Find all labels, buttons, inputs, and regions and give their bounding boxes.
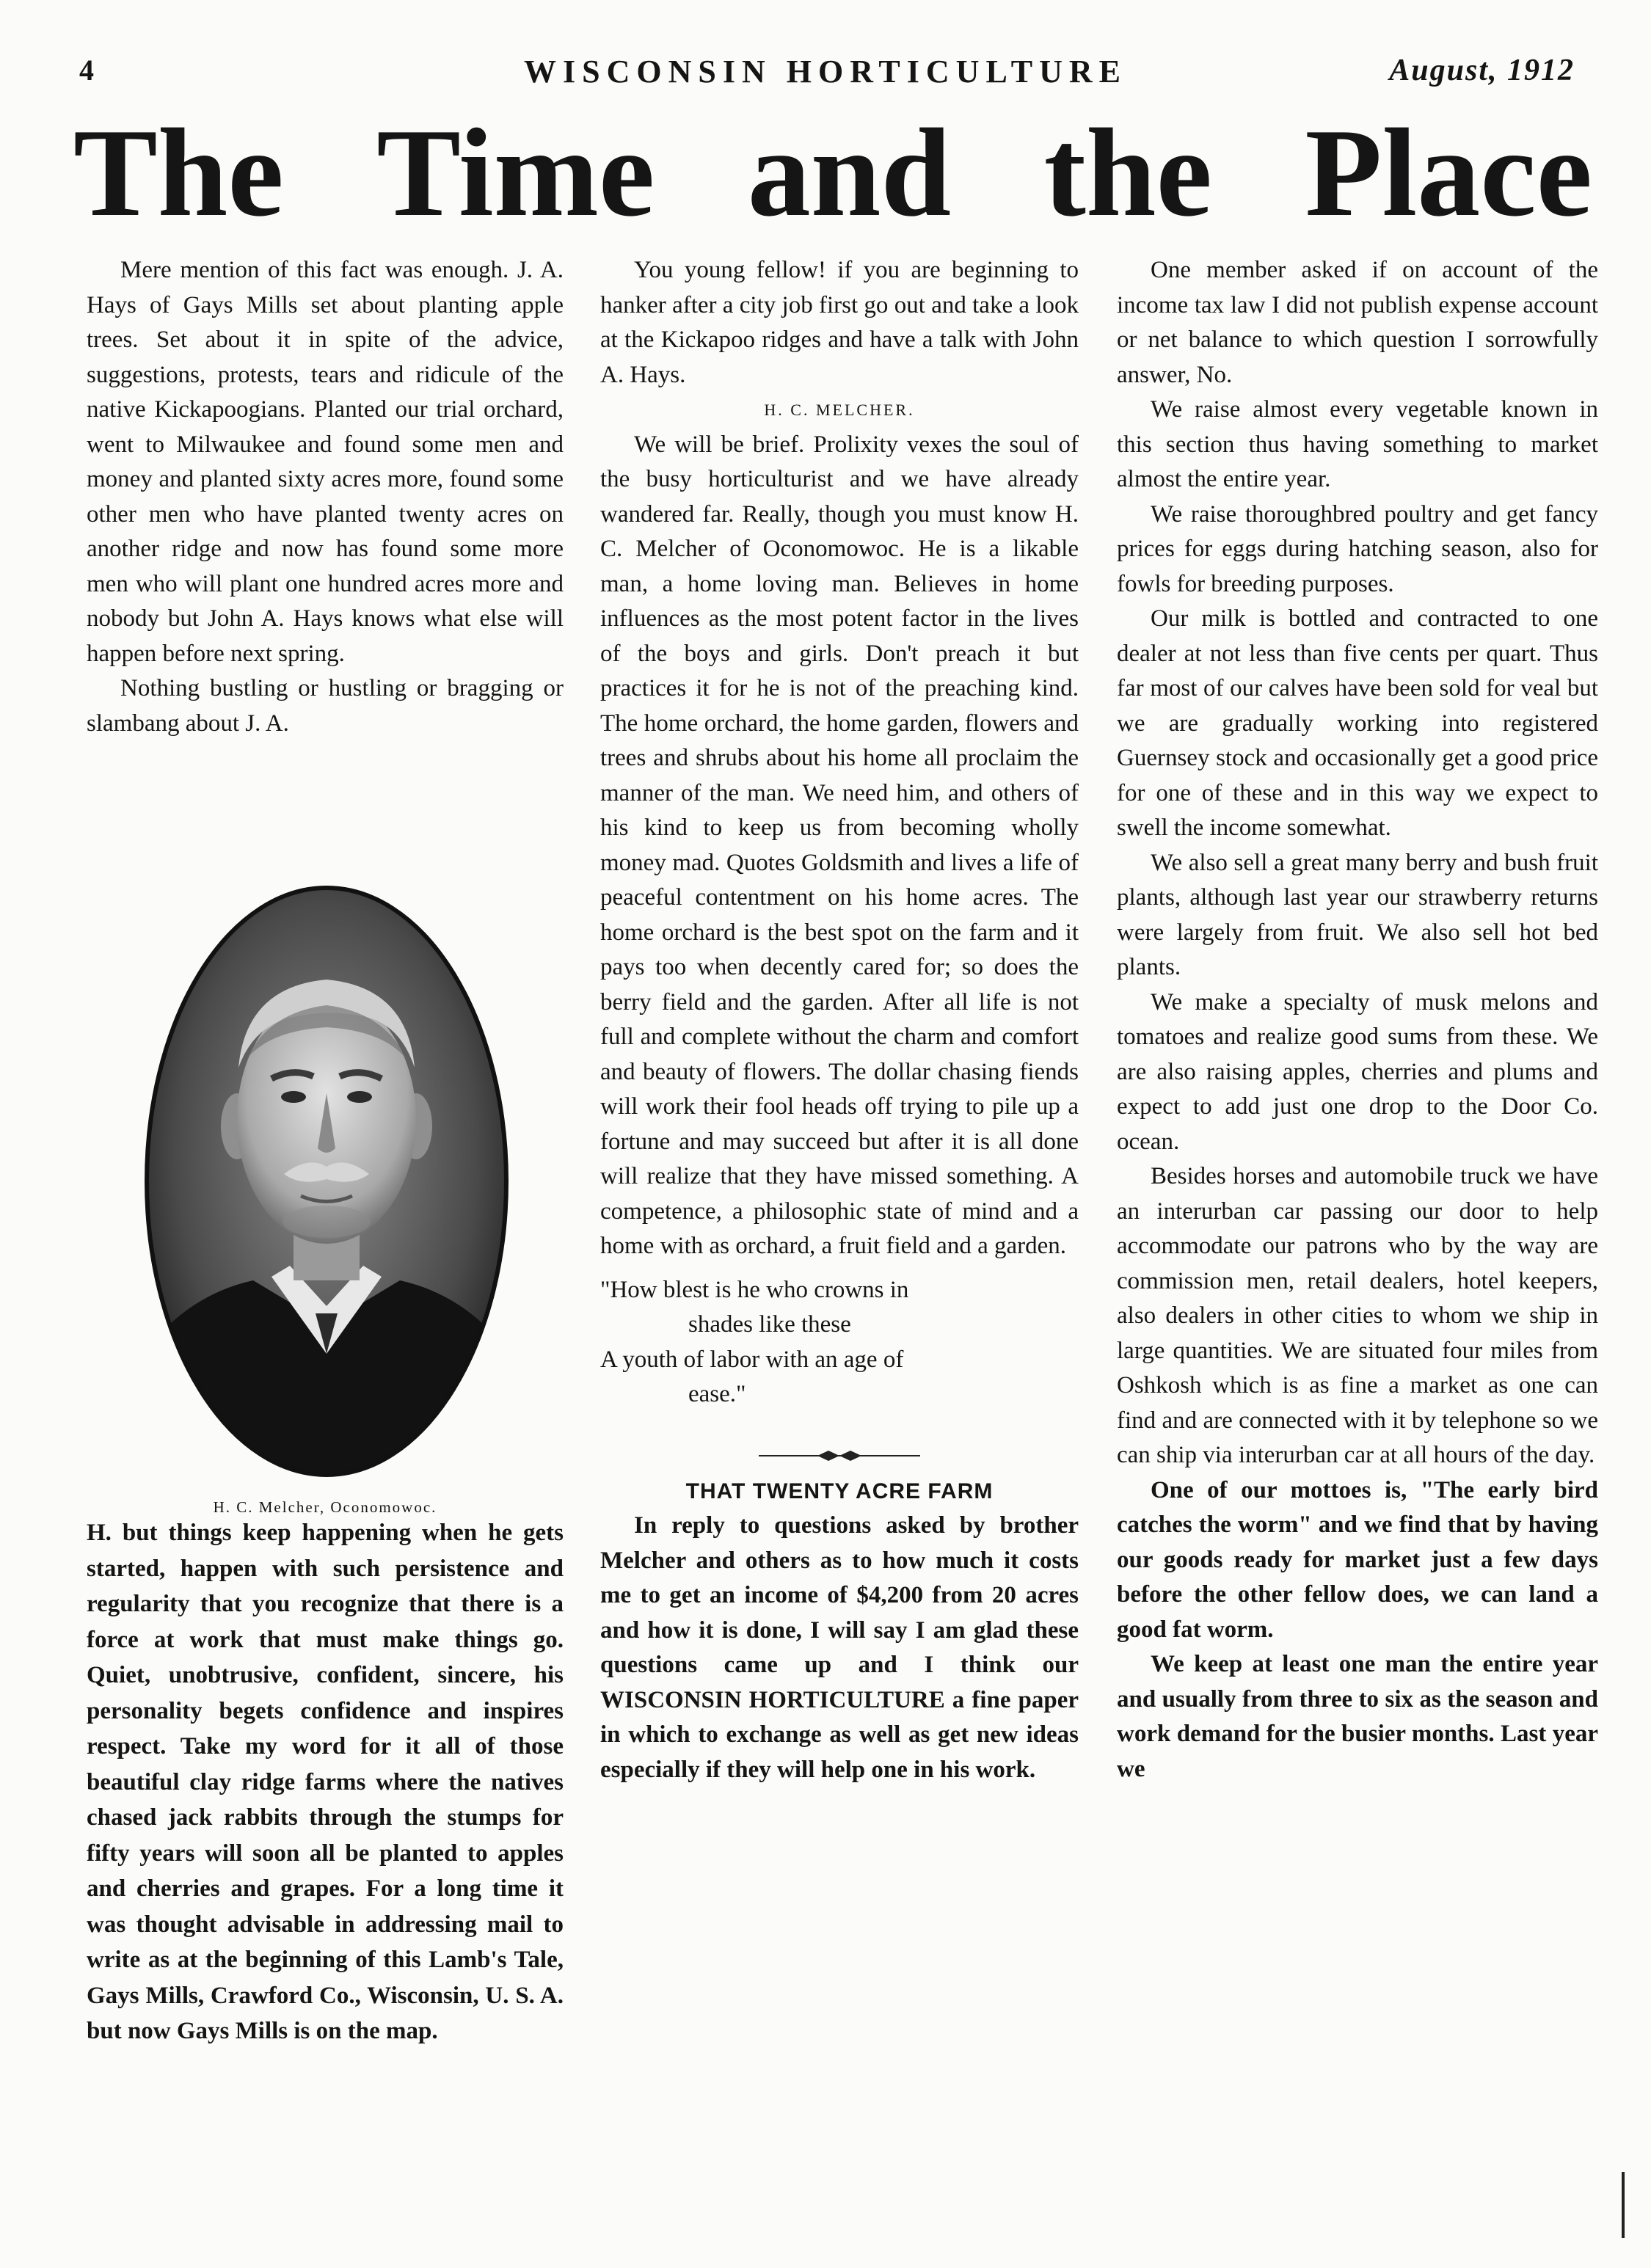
journal-title: WISCONSIN HORTICULTURE: [524, 54, 1127, 90]
headline-word: The: [73, 103, 284, 243]
headline-word: Place: [1305, 103, 1592, 243]
paragraph: We make a specialty of musk melons and tomatoes and realize good sums from these. We are also raising apples, cherries and plums and expect to add just one drop to the Door Co. ocean.: [1117, 988, 1598, 1155]
paragraph: Mere mention of this fact was enough. J. A. Hays of Gays Mills set about planting apple trees. Set about it in spite of the advice, suggestions, protests, tears and ridicule of the native Kickapoogians. Planted our trial orchard, went to Milwaukee and found some men and money and planted sixty acres more, found some other men who have planted twenty acres on another ridge and now has found some more men who will plant one hundred acres more and nobody but John A. Hays knows what else will happen before next spring.: [87, 257, 564, 667]
paragraph: Besides horses and automobile truck we have an interurban car passing our door to help accommodate our patrons who by the way are commission men, retail dealers, hotel keepers, also dealers in other cities to whom we ship in large quantities. We are situated four miles from Oshkosh which is as fine a market as one can find and are connected with it by telephone so we can ship via interurban car at all hours of the day.: [1117, 1163, 1598, 1468]
poem-quote: [600, 1273, 1079, 1412]
paragraph: We raise thoroughbred poultry and get fancy prices for eggs during hatching season, also for fowls for breeding purposes.: [1117, 500, 1598, 597]
poem-line: "How blest is he who crowns in: [600, 1276, 909, 1303]
byline: H. C. MELCHER.: [764, 401, 915, 419]
ornamental-divider: [759, 1439, 920, 1454]
paragraph: One of our mottoes is, "The early bird catches the worm" and we find that by having our goods ready for market just a few days before the other fellow does, we can land a good fat worm.: [1117, 1476, 1598, 1643]
headline: [73, 103, 1592, 243]
paragraph: We raise almost every vegetable known in this section thus having something to market almost the entire year.: [1117, 396, 1598, 492]
headline-word: and: [747, 103, 952, 243]
headline-word: Time: [376, 103, 655, 243]
poem-line: A youth of labor with an age of: [600, 1346, 904, 1373]
poem-line: ease.": [688, 1381, 746, 1407]
column-1: [87, 253, 564, 741]
column-3: [1117, 253, 1598, 1787]
paragraph: You young fellow! if you are beginning to hanker after a city job first go out and take a look at the Kickapoo ridges and have a talk with John A. Hays.: [600, 257, 1079, 388]
portrait-photo: [143, 884, 510, 1478]
headline-word: the: [1043, 103, 1212, 243]
page-number: 4: [79, 54, 94, 87]
paragraph: We keep at least one man the entire year and usually from three to six as the season and work demand for the busier months. Last year we: [1117, 1651, 1598, 1782]
section-heading: THAT TWENTY ACRE FARM: [685, 1478, 994, 1503]
paragraph: We also sell a great many berry and bush fruit plants, although last year our strawberry returns were largely from fruit. We also sell hot bed plants.: [1117, 849, 1598, 980]
column-1-continuation: [87, 1515, 564, 2049]
column-2: [600, 253, 1079, 1787]
issue-date: August, 1912: [1389, 54, 1575, 87]
paragraph: Our milk is bottled and contracted to one dealer at not less than five cents per quart. Thus far most of our calves have been sold for veal but we are gradually working into registered Guernsey stock and occasionally get a good price for one of these and in this way we expect to swell the income somewhat.: [1117, 605, 1598, 841]
paragraph: Nothing bustling or hustling or bragging or slambang about J. A.: [87, 675, 564, 737]
photo-caption: H. C. Melcher, Oconomowoc.: [213, 1498, 437, 1516]
paragraph: H. but things keep happening when he gets started, happen with such persistence and regularity that you recognize that there is a force at work that must make things go. Quiet, unobtrusive, confident, sincere, his personality begets confidence and inspires respect. Take my word for it all of those beautiful clay ridge farms where the natives chased jack rabbits through the stumps for fifty years will soon all be planted to apples and cherries and grapes. For a long time it was thought advisable in addressing mail to write as at the beginning of this Lamb's Tale, Gays Mills, Crawford Co., Wisconsin, U. S. A. but now Gays Mills is on the map.: [87, 1520, 564, 2044]
paragraph: We will be brief. Prolixity vexes the soul of the busy horticulturist and we have already wandered far. Really, though you must know H. C. Melcher of Oconomowoc. He is a likable man, a home loving man. Believes in home influences as the most potent factor in the lives of the boys and girls. Don't preach it but practices it for he is not of the preaching kind. The home orchard, the home garden, flowers and trees and shrubs about his home all proclaim the manner of the man. We need him, and others of his kind to keep us from becoming wholly money mad. Quotes Goldsmith and lives a life of peaceful contentment on his home acres. The home orchard is the best spot on the farm and it pays too when decently cared for; so does the berry field and the garden. After all life is not full and complete without the charm and comfort and beauty of flowers. The dollar chasing fiends will work their fool heads off trying to pile up a fortune and may succeed but after it is all done will realize that they have missed something. A competence, a philosophic state of mind and a home with as orchard, a fruit field and a garden.: [600, 431, 1079, 1259]
paragraph: One member asked if on account of the income tax law I did not publish expense account or net balance to which question I sorrowfully answer, No.: [1117, 257, 1598, 388]
poem-line: shades like these: [688, 1311, 851, 1338]
page-edge-mark: [1622, 2172, 1625, 2238]
paragraph: In reply to questions asked by brother Melcher and others as to how much it costs me to get an income of $4,200 from 20 acres and how it is done, I will say I am glad these questions came up and I think our WISCONSIN HORTICULTURE a fine paper in which to exchange as well as get new ideas especially if they will help one in his work.: [600, 1512, 1079, 1783]
running-head: [59, 53, 1592, 97]
